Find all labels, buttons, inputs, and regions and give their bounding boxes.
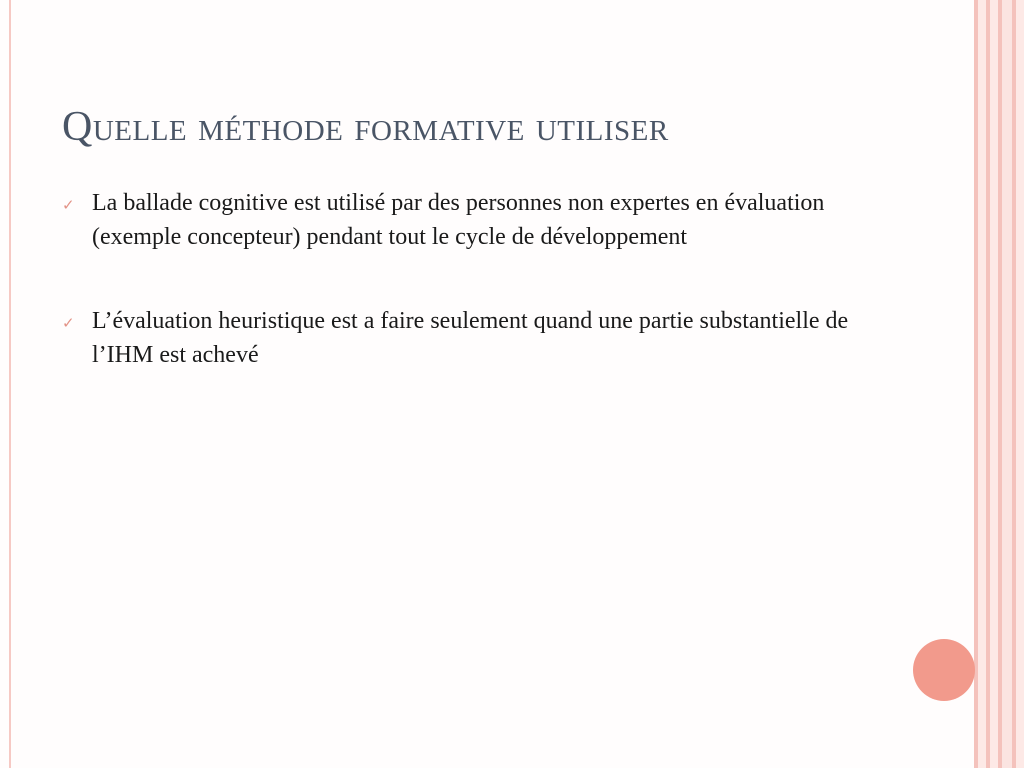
slide-title: Quelle méthode formative utiliser: [62, 104, 669, 150]
stripe: [990, 0, 998, 768]
bullet-text: La ballade cognitive est utilisé par des personnes non expertes en évaluation (exemple concepteur) pendant tout le cycle de développement: [92, 190, 825, 250]
stripe: [1002, 0, 1012, 768]
check-icon: ✓: [62, 314, 75, 332]
decorative-circle: [913, 639, 975, 701]
bullet-list: [62, 186, 852, 422]
left-border-line: [9, 0, 11, 768]
bullet-text: L’évaluation heuristique est a faire seulement quand une partie substantielle de l’IHM est achevé: [92, 308, 849, 368]
bullet-item: [62, 186, 852, 254]
stripe: [1016, 0, 1024, 768]
stripe: [978, 0, 986, 768]
check-icon: ✓: [62, 196, 75, 214]
right-decorative-band: [974, 0, 1024, 768]
bullet-item: [62, 304, 852, 372]
